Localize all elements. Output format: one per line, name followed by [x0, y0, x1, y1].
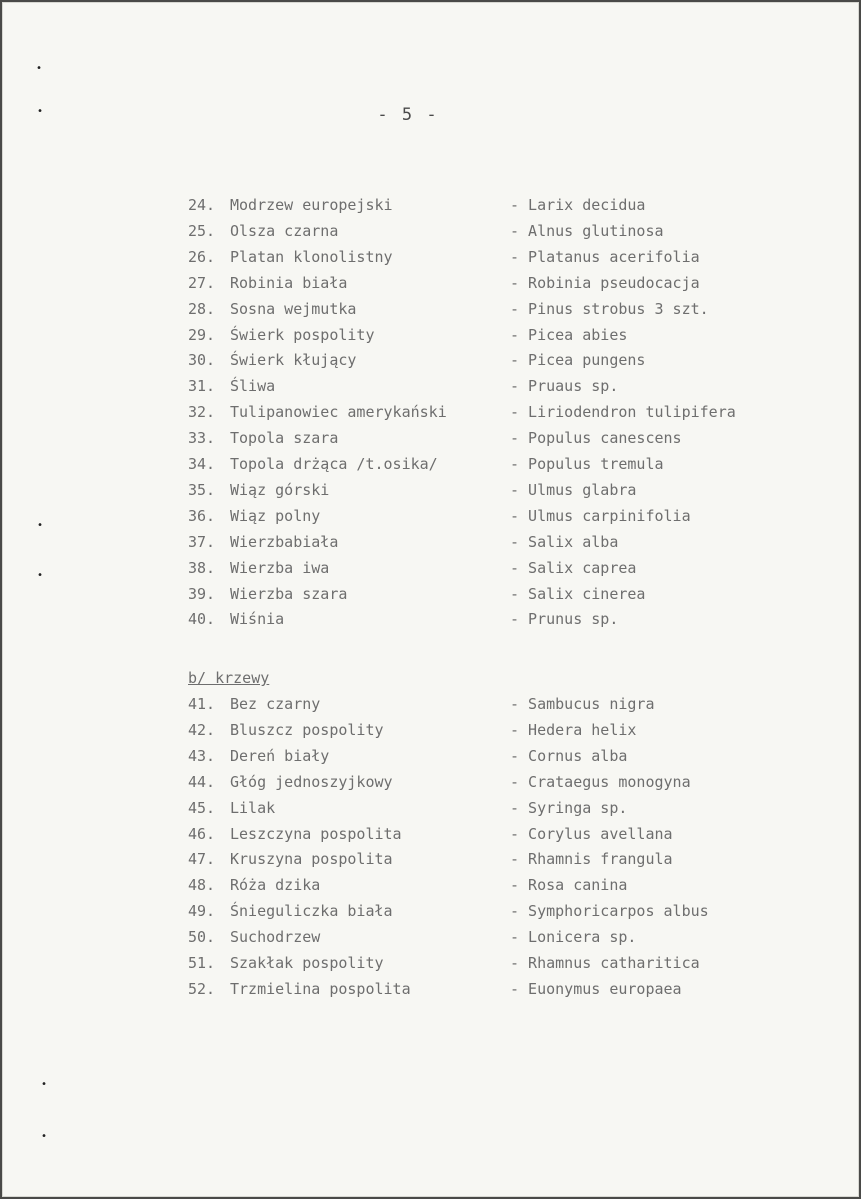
- item-number: 31.: [188, 377, 216, 396]
- list-item: [3, 721, 858, 745]
- list-item: [3, 326, 858, 350]
- document-page: [2, 2, 859, 1197]
- item-number: 36.: [188, 506, 216, 525]
- polish-name: Wiąz polny: [230, 506, 321, 525]
- latin-name: - Syringa sp.: [510, 798, 628, 817]
- latin-name: - Liriodendron tulipifera: [510, 403, 736, 422]
- latin-name: - Robinia pseudocacja: [510, 273, 700, 292]
- list-item: [3, 481, 858, 505]
- polish-name: Wierzba iwa: [230, 558, 330, 577]
- margin-mark: •: [37, 570, 44, 581]
- item-number: 52.: [188, 979, 216, 998]
- polish-name: Wiśnia: [230, 610, 285, 629]
- polish-name: Dereń biały: [230, 746, 330, 765]
- polish-name: Trzmielina pospolita: [230, 979, 411, 998]
- polish-name: Świerk pospolity: [230, 325, 375, 344]
- list-item: [3, 429, 858, 453]
- item-number: 45.: [188, 798, 216, 817]
- item-number: 29.: [188, 325, 216, 344]
- list-item: [3, 403, 858, 427]
- margin-mark: •: [37, 106, 44, 117]
- latin-name: - Corylus avellana: [510, 824, 673, 843]
- list-item: [3, 533, 858, 557]
- polish-name: Sosna wejmutka: [230, 299, 357, 318]
- list-item: [3, 825, 858, 849]
- latin-name: - Pruaus sp.: [510, 377, 619, 396]
- list-item: [3, 455, 858, 479]
- list-item: [3, 876, 858, 900]
- latin-name: - Cornus alba: [510, 746, 628, 765]
- margin-mark: •: [41, 1131, 48, 1142]
- latin-name: - Rhamnis frangula: [510, 850, 673, 869]
- list-item: [3, 610, 858, 634]
- polish-name: Robinia biała: [230, 273, 348, 292]
- polish-name: Wierzba szara: [230, 584, 348, 603]
- polish-name: Platan klonolistny: [230, 247, 393, 266]
- list-item: [3, 585, 858, 609]
- item-number: 50.: [188, 928, 216, 947]
- latin-name: - Salix caprea: [510, 558, 637, 577]
- list-item: [3, 773, 858, 797]
- latin-name: - Salix cinerea: [510, 584, 646, 603]
- list-item: [3, 559, 858, 583]
- latin-name: - Populus tremula: [510, 455, 664, 473]
- item-number: 39.: [188, 584, 216, 603]
- polish-name: Kruszyna pospolita: [230, 850, 393, 869]
- item-number: 47.: [188, 850, 216, 869]
- item-number: 40.: [188, 610, 216, 629]
- item-number: 32.: [188, 403, 216, 422]
- polish-name: Wiąz górski: [230, 480, 330, 499]
- list-item: [3, 928, 858, 952]
- latin-name: - Symphoricarpos albus: [510, 902, 709, 921]
- polish-name: Topola szara: [230, 429, 339, 448]
- item-number: 49.: [188, 902, 216, 921]
- list-item: [3, 695, 858, 719]
- latin-name: - Alnus glutinosa: [510, 221, 664, 240]
- item-number: 42.: [188, 720, 216, 739]
- latin-name: - Rhamnus catharitica: [510, 954, 700, 972]
- latin-name: - Salix alba: [510, 532, 619, 551]
- latin-name: - Crataegus monogyna: [510, 772, 691, 791]
- list-item: [3, 274, 858, 298]
- item-number: 28.: [188, 299, 216, 318]
- polish-name: Olsza czarna: [230, 221, 339, 240]
- list-item: [3, 196, 858, 220]
- margin-mark: •: [37, 520, 44, 531]
- latin-name: - Sambucus nigra: [510, 695, 655, 713]
- polish-name: Bluszcz pospolity: [230, 720, 384, 739]
- list-item: [3, 248, 858, 272]
- polish-name: Śnieguliczka biała: [230, 902, 393, 921]
- item-number: 27.: [188, 273, 216, 292]
- latin-name: - Hedera helix: [510, 720, 637, 739]
- item-number: 35.: [188, 480, 216, 499]
- polish-name: Suchodrzew: [230, 928, 321, 947]
- latin-name: - Ulmus glabra: [510, 480, 637, 499]
- list-item: [3, 850, 858, 874]
- latin-name: - Picea abies: [510, 325, 628, 344]
- latin-name: - Ulmus carpinifolia: [510, 506, 691, 525]
- latin-name: - Rosa canina: [510, 876, 628, 895]
- latin-name: - Populus canescens: [510, 429, 682, 448]
- polish-name: Śliwa: [230, 377, 276, 396]
- list-item: [3, 507, 858, 531]
- polish-name: Świerk kłujący: [230, 351, 357, 370]
- item-number: 43.: [188, 746, 216, 765]
- item-number: 41.: [188, 695, 216, 713]
- shrubs-heading: b/ krzewy: [188, 669, 270, 687]
- list-item: [3, 747, 858, 771]
- latin-name: - Picea pungens: [510, 351, 646, 370]
- list-item: [3, 377, 858, 401]
- polish-name: Lilak: [230, 798, 276, 817]
- latin-name: - Lonicera sp.: [510, 928, 637, 947]
- polish-name: Modrzew europejski: [230, 196, 393, 214]
- item-number: 51.: [188, 954, 216, 972]
- item-number: 38.: [188, 558, 216, 577]
- latin-name: - Larix decidua: [510, 196, 646, 214]
- margin-mark: •: [41, 1079, 48, 1090]
- list-item: [3, 980, 858, 1004]
- item-number: 34.: [188, 455, 216, 473]
- item-number: 26.: [188, 247, 216, 266]
- polish-name: Szakłak pospolity: [230, 954, 384, 972]
- page-number: - 5 -: [377, 105, 439, 125]
- item-number: 33.: [188, 429, 216, 448]
- latin-name: - Pinus strobus 3 szt.: [510, 299, 709, 318]
- item-number: 24.: [188, 196, 216, 214]
- item-number: 30.: [188, 351, 216, 370]
- item-number: 25.: [188, 221, 216, 240]
- list-item: [3, 954, 858, 978]
- item-number: 44.: [188, 772, 216, 791]
- polish-name: Leszczyna pospolita: [230, 824, 402, 843]
- item-number: 46.: [188, 824, 216, 843]
- list-item: [3, 902, 858, 926]
- latin-name: - Platanus acerifolia: [510, 247, 700, 266]
- polish-name: Wierzbabiała: [230, 532, 339, 551]
- polish-name: Topola drżąca /t.osika/: [230, 455, 438, 473]
- polish-name: Głóg jednoszyjkowy: [230, 772, 393, 791]
- list-item: [3, 351, 858, 375]
- list-item: [3, 300, 858, 324]
- margin-mark: •: [36, 63, 43, 74]
- item-number: 37.: [188, 532, 216, 551]
- list-item: [3, 222, 858, 246]
- polish-name: Róża dzika: [230, 876, 321, 895]
- polish-name: Bez czarny: [230, 695, 321, 713]
- polish-name: Tulipanowiec amerykański: [230, 403, 447, 422]
- latin-name: - Euonymus europaea: [510, 979, 682, 998]
- latin-name: - Prunus sp.: [510, 610, 619, 629]
- item-number: 48.: [188, 876, 216, 895]
- list-item: [3, 799, 858, 823]
